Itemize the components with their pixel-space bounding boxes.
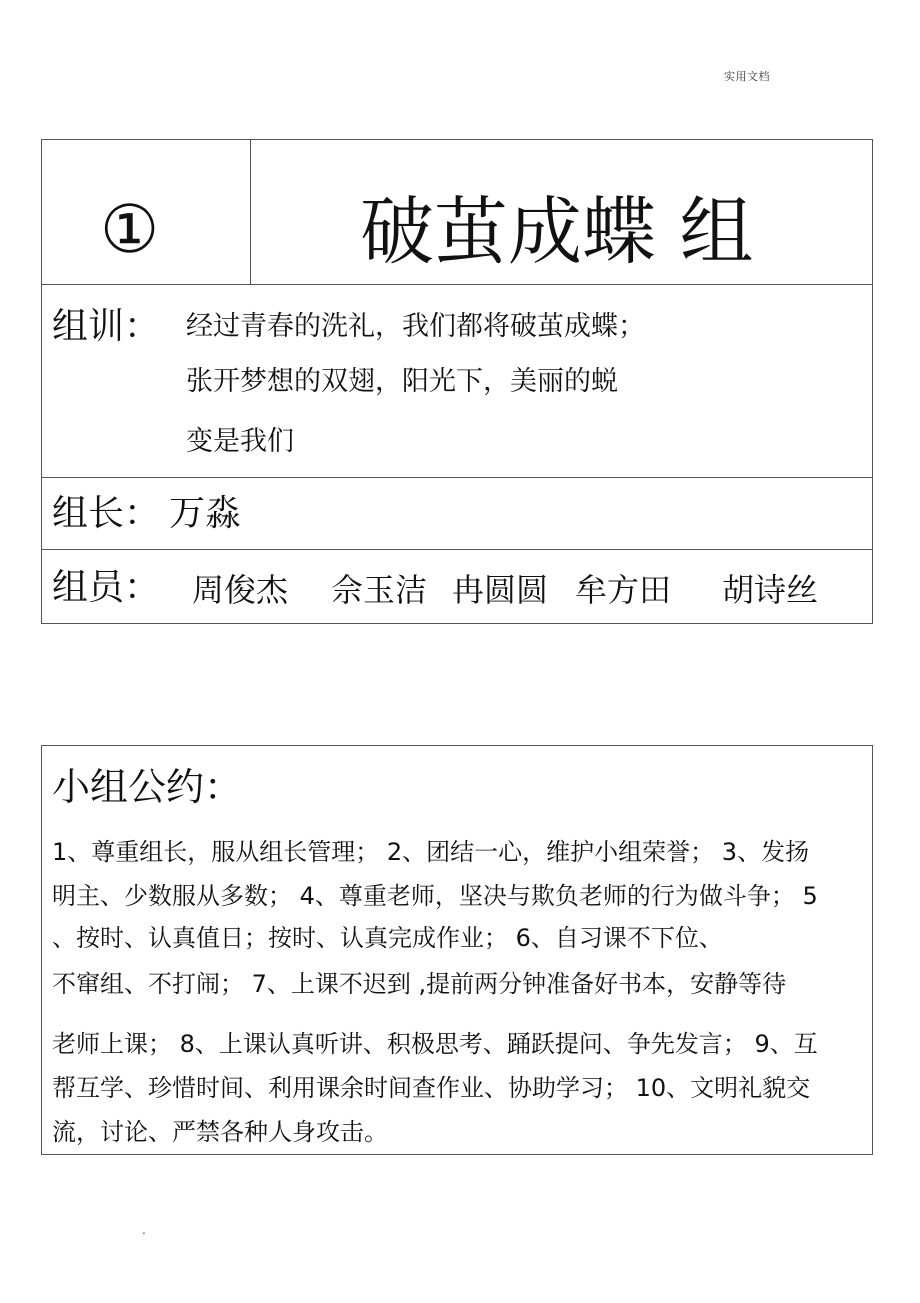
- convention-line: 不窜组、不打闹； 7、上课不迟到 ,提前两分钟准备好书本，安静等待: [52, 970, 787, 998]
- group-number: ①: [100, 191, 160, 268]
- motto-label: 组训：: [52, 306, 161, 347]
- leader-name: 万淼: [169, 493, 242, 534]
- member-name: 周俊杰: [192, 571, 289, 609]
- group-convention-box: [41, 745, 873, 1155]
- convention-line: 明主、少数服从多数； 4、尊重老师，坚决与欺负老师的行为做斗争； 5: [52, 882, 818, 910]
- group-name: 破茧成蝶 组: [360, 189, 754, 275]
- group-info-table: [41, 139, 873, 624]
- group-members-row: [42, 550, 872, 623]
- convention-line: 老师上课； 8、上课认真听讲、积极思考、踊跃提问、争先发言； 9、互: [52, 1030, 818, 1058]
- convention-line: 1、尊重组长，服从组长管理； 2、团结一心，维护小组荣誉； 3、发扬: [52, 838, 810, 866]
- member-name: 佘玉洁: [331, 571, 428, 609]
- member-name: 冉圆圆: [452, 571, 549, 609]
- group-title-row: [42, 140, 872, 285]
- motto-line: 变是我们: [186, 426, 294, 457]
- group-motto-row: [42, 285, 872, 478]
- convention-line: 、按时、认真值日；按时、认真完成作业； 6、自习课不下位、: [52, 924, 723, 952]
- leader-label: 组长：: [52, 493, 161, 534]
- group-number-cell: [42, 140, 251, 285]
- motto-line: 经过青春的洗礼，我们都将破茧成蝶；: [186, 311, 645, 342]
- members-label: 组员：: [52, 567, 161, 608]
- convention-title: 小组公约：: [52, 765, 243, 809]
- member-name: 牟方田: [575, 571, 672, 609]
- convention-line: 帮互学、珍惜时间、利用课余时间查作业、协助学习； 10、文明礼貌交: [52, 1074, 811, 1102]
- motto-line: 张开梦想的双翅，阳光下，美丽的蜕: [186, 366, 618, 397]
- convention-line: 流，讨论、严禁各种人身攻击。: [52, 1118, 388, 1146]
- header-note: 实用文档: [724, 70, 770, 83]
- member-name: 胡诗丝: [722, 571, 819, 609]
- footer-mark: .: [142, 1223, 146, 1237]
- group-leader-row: [42, 478, 872, 550]
